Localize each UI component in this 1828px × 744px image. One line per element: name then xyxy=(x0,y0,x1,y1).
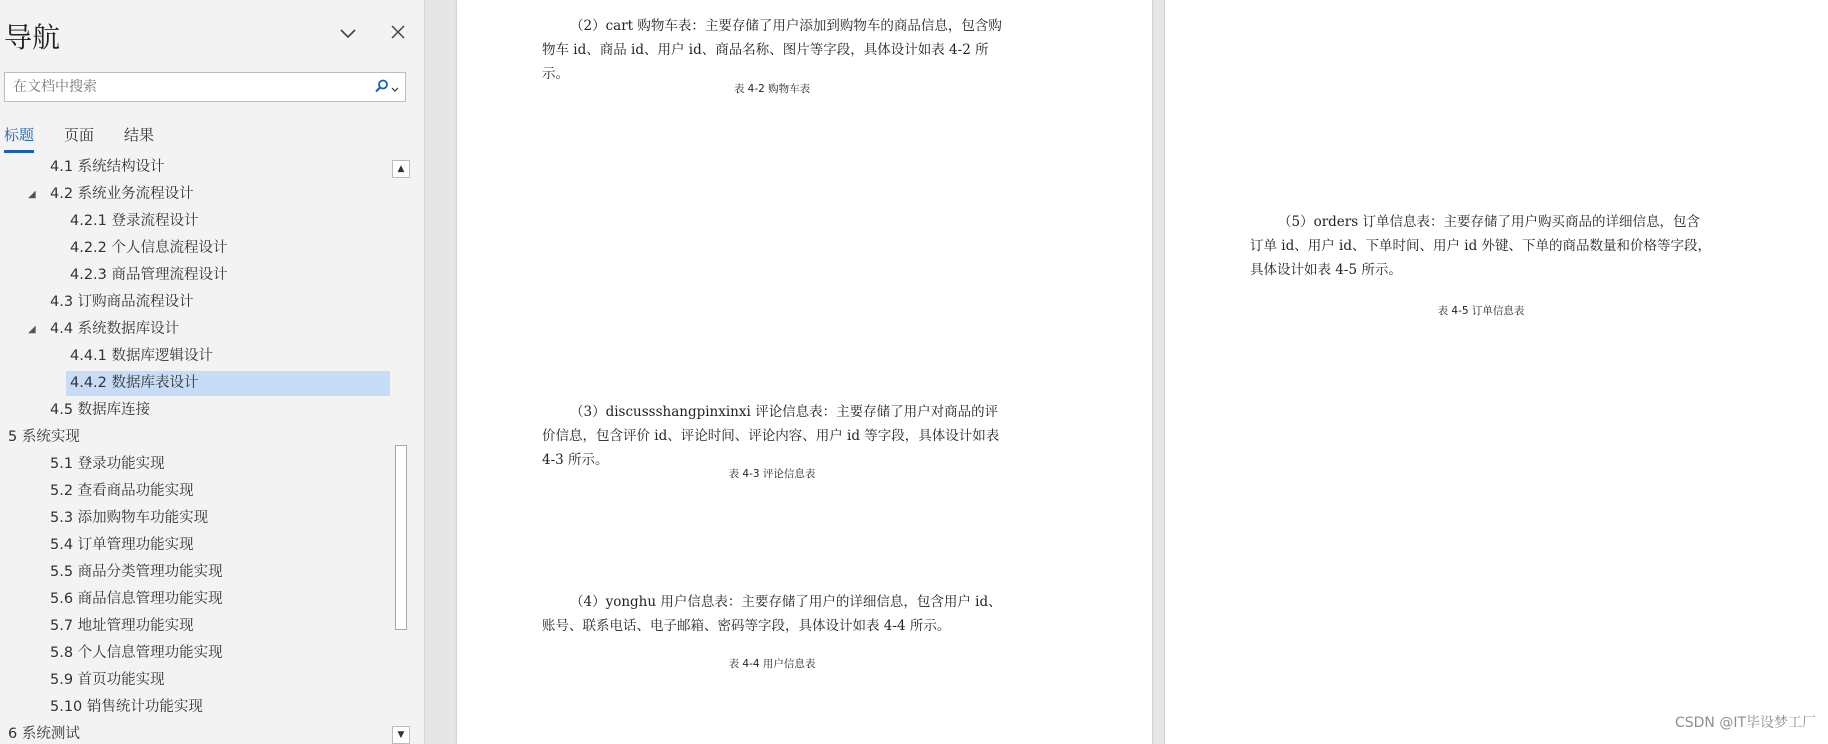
triangle-up-icon: ▲ xyxy=(397,164,405,174)
nav-heading-label: 4.2.1 登录流程设计 xyxy=(70,213,199,229)
nav-heading-label: 4.3 订购商品流程设计 xyxy=(50,294,194,310)
nav-heading-label: 5.9 首页功能实现 xyxy=(50,672,165,688)
chevron-down-icon xyxy=(339,25,357,44)
search-button[interactable] xyxy=(371,78,399,96)
triangle-down-icon: ▼ xyxy=(397,730,405,740)
nav-heading-item[interactable] xyxy=(0,532,392,559)
nav-heading-item[interactable] xyxy=(0,370,392,397)
nav-heading-label: 5.7 地址管理功能实现 xyxy=(50,618,194,634)
paragraph-comment: （3）discussshangpinxinxi 评论信息表：主要存储了用户对商品的评价信息，包含评价 id、评论时间、评论内容、用户 id 等字段，具体设计如表 4-3 所示。 xyxy=(542,404,1000,468)
nav-heading-label: 4.1 系统结构设计 xyxy=(50,159,165,175)
close-pane-button[interactable] xyxy=(384,20,412,48)
nav-heading-item[interactable] xyxy=(0,316,392,343)
nav-heading-label: 4.2 系统业务流程设计 xyxy=(50,186,194,202)
nav-heading-item[interactable] xyxy=(0,397,392,424)
nav-heading-item[interactable] xyxy=(0,559,392,586)
nav-heading-item[interactable] xyxy=(0,343,392,370)
nav-heading-label: 4.4 系统数据库设计 xyxy=(50,321,180,337)
paragraph-cart: （2）cart 购物车表：主要存储了用户添加到购物车的商品信息，包含购物车 id、商品 id、用户 id、商品名称、图片等字段，具体设计如表 4-2 所示。 xyxy=(542,18,1002,82)
nav-heading-item[interactable] xyxy=(0,262,392,289)
paragraph-user: （4）yonghu 用户信息表：主要存储了用户的详细信息，包含用户 id、账号、联系电话、电子邮箱、密码等字段，具体设计如表 4-4 所示。 xyxy=(542,594,1002,634)
search-input[interactable] xyxy=(5,73,355,101)
nav-heading-item[interactable] xyxy=(0,667,392,694)
nav-heading-item[interactable] xyxy=(0,451,392,478)
nav-heading-item[interactable] xyxy=(0,694,392,721)
tab-results[interactable]: 结果 xyxy=(124,126,155,144)
heading-tree xyxy=(0,154,392,744)
caption-table-4-3: 表 4-3 评论信息表 xyxy=(728,468,816,480)
scroll-down-button[interactable] xyxy=(392,726,410,744)
nav-scrollbar[interactable] xyxy=(392,160,410,744)
nav-heading-item[interactable] xyxy=(0,424,392,451)
caption-table-4-2: 表 4-2 购物车表 xyxy=(733,83,811,95)
nav-heading-item[interactable] xyxy=(0,640,392,667)
caption-table-4-4: 表 4-4 用户信息表 xyxy=(728,658,816,670)
nav-heading-label: 5.10 销售统计功能实现 xyxy=(50,699,203,715)
caption-table-4-5: 表 4-5 订单信息表 xyxy=(1437,305,1525,317)
nav-heading-label: 6 系统测试 xyxy=(8,726,80,742)
nav-heading-label: 4.5 数据库连接 xyxy=(50,402,151,418)
close-icon xyxy=(390,24,406,44)
search-icon xyxy=(375,78,389,97)
chevron-down-icon xyxy=(391,78,399,97)
document-page[interactable] xyxy=(1165,0,1828,744)
nav-tabs xyxy=(4,124,184,153)
document-page[interactable] xyxy=(457,0,1152,744)
nav-heading-item[interactable] xyxy=(0,721,392,744)
nav-heading-label: 4.2.3 商品管理流程设计 xyxy=(70,267,228,283)
document-area[interactable] xyxy=(425,0,1828,744)
nav-heading-label: 5.2 查看商品功能实现 xyxy=(50,483,194,499)
nav-heading-label: 5.8 个人信息管理功能实现 xyxy=(50,645,223,661)
nav-heading-item[interactable] xyxy=(0,613,392,640)
navigation-pane xyxy=(0,0,425,744)
nav-heading-item[interactable] xyxy=(0,208,392,235)
nav-heading-label: 5.4 订单管理功能实现 xyxy=(50,537,194,553)
nav-heading-item[interactable] xyxy=(0,505,392,532)
navigation-title: 导航 xyxy=(4,21,61,54)
nav-heading-item[interactable] xyxy=(0,478,392,505)
scroll-up-button[interactable] xyxy=(392,160,410,178)
nav-heading-label: 5.1 登录功能实现 xyxy=(50,456,165,472)
pane-options-button[interactable] xyxy=(334,20,362,48)
nav-heading-label: 5.3 添加购物车功能实现 xyxy=(50,510,209,526)
tab-headings[interactable]: 标题 xyxy=(4,124,34,153)
nav-heading-item[interactable] xyxy=(0,235,392,262)
nav-heading-label: 5.5 商品分类管理功能实现 xyxy=(50,564,223,580)
nav-heading-label: 4.4.1 数据库逻辑设计 xyxy=(70,348,214,364)
nav-heading-label: 5.6 商品信息管理功能实现 xyxy=(50,591,223,607)
nav-heading-label: 4.4.2 数据库表设计 xyxy=(66,371,390,396)
nav-heading-item[interactable] xyxy=(0,154,392,181)
search-box xyxy=(4,72,406,102)
paragraph-orders: （5）orders 订单信息表：主要存储了用户购买商品的详细信息，包含订单 id、用户 id、下单时间、用户 id 外键、下单的商品数量和价格等字段，具体设计如表 4-5 所示。 xyxy=(1250,214,1712,278)
nav-heading-item[interactable] xyxy=(0,181,392,208)
collapse-triangle-icon[interactable]: ◢ xyxy=(28,323,36,335)
watermark-text: CSDN @IT毕设梦工厂 xyxy=(1674,715,1816,731)
nav-heading-label: 4.2.2 个人信息流程设计 xyxy=(70,240,228,256)
collapse-triangle-icon[interactable]: ◢ xyxy=(28,188,36,200)
nav-heading-item[interactable] xyxy=(0,586,392,613)
nav-heading-item[interactable] xyxy=(0,289,392,316)
nav-heading-label: 5 系统实现 xyxy=(8,429,80,445)
tab-pages[interactable]: 页面 xyxy=(64,126,95,144)
scrollbar-thumb[interactable] xyxy=(395,445,407,630)
